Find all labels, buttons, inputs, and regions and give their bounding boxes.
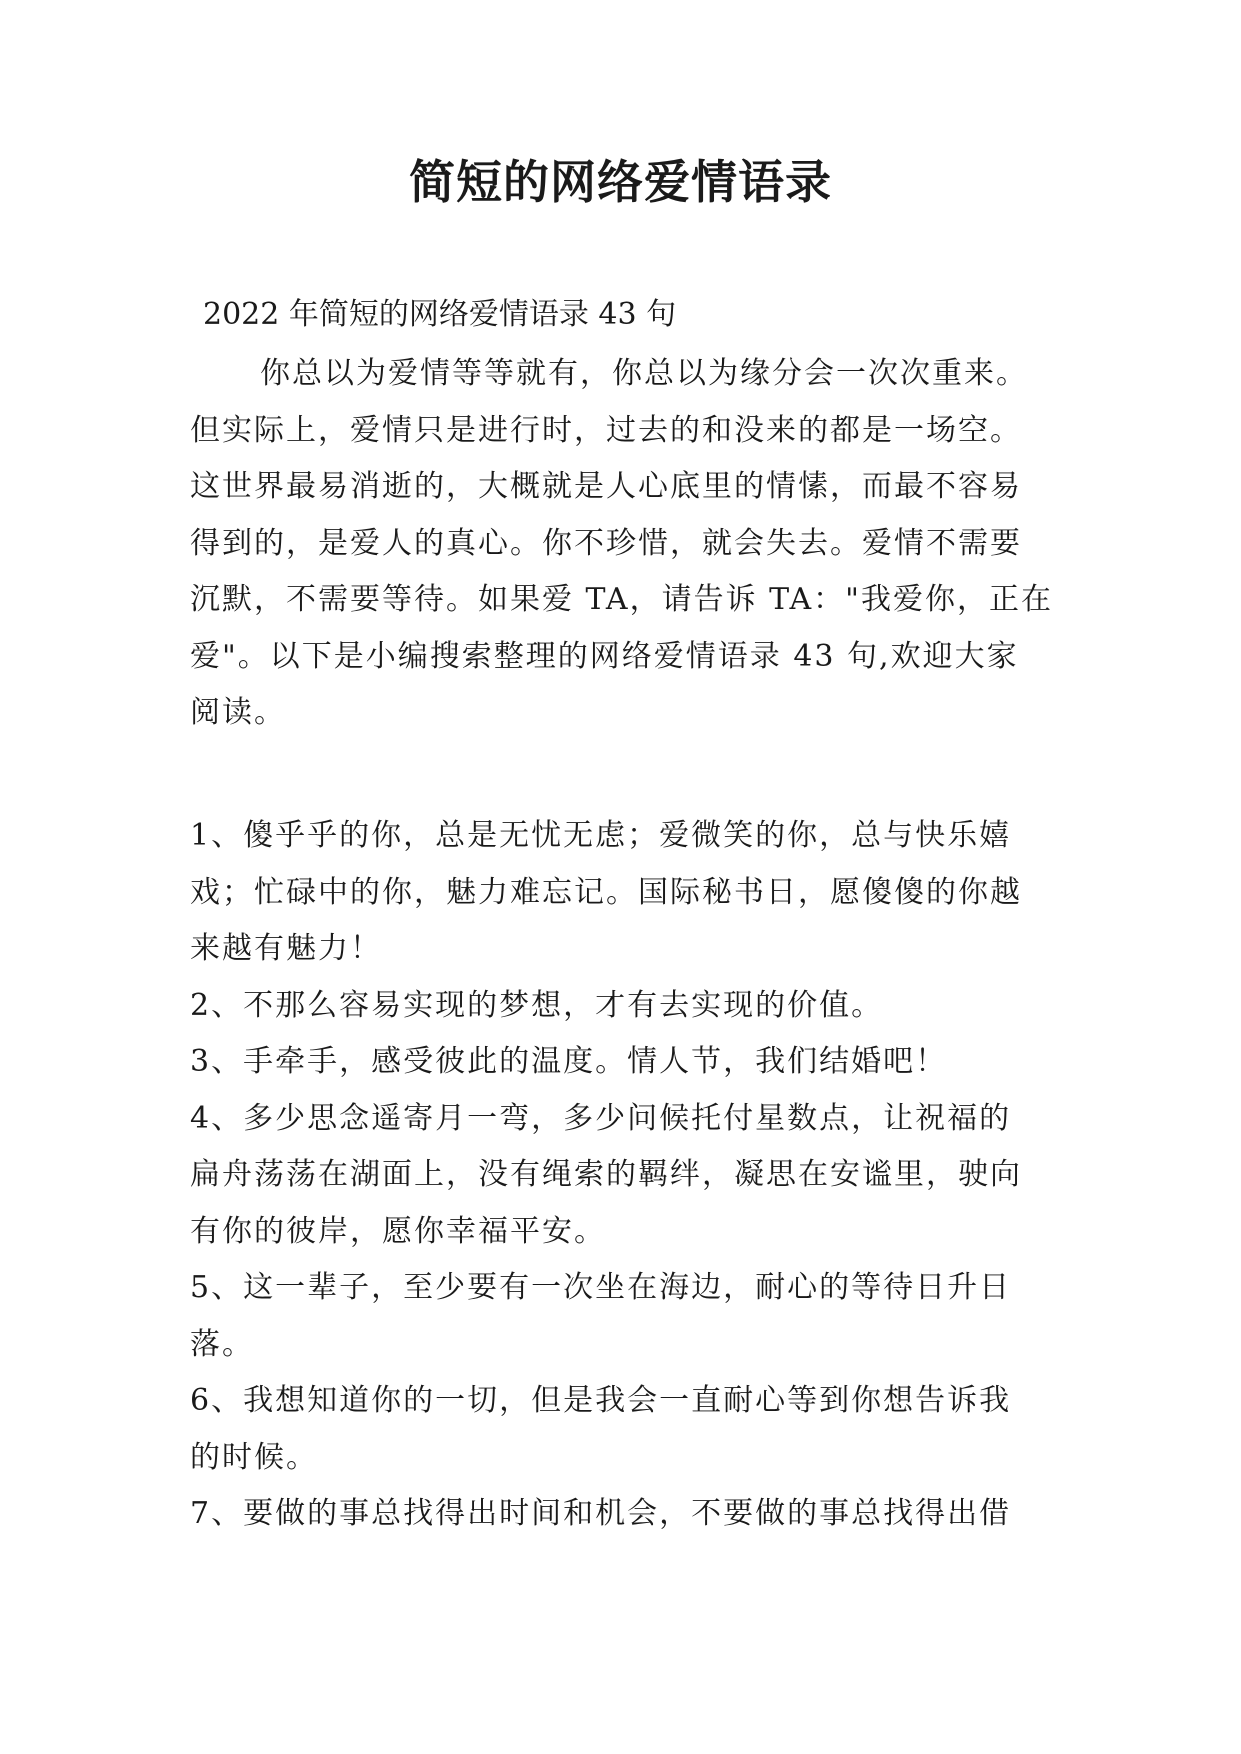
intro-line: 但实际上，爱情只是进行时，过去的和没来的都是一场空。 [190, 412, 1022, 448]
quote-line: 2、不那么容易实现的梦想，才有去实现的价值。 [190, 987, 884, 1023]
quote-line: 7、要做的事总找得出时间和机会，不要做的事总找得出借 [190, 1496, 1012, 1531]
intro-paragraph [190, 346, 1070, 742]
quote-line: 戏；忙碌中的你，魅力难忘记。国际秘书日，愿傻傻的你越 [190, 874, 1022, 910]
intro-line: 阅读。 [190, 695, 286, 730]
quote-line: 落。 [190, 1326, 254, 1362]
quote-line: 3、手牵手，感受彼此的温度。情人节，我们结婚吧！ [190, 1044, 948, 1079]
document-subtitle: 2022 年简短的网络爱情语录 43 句 [203, 297, 677, 332]
intro-line: 你总以为爱情等等就有，你总以为缘分会一次次重来。 [260, 356, 1028, 391]
intro-line: 得到的，是爱人的真心。你不珍惜，就会失去。爱情不需要 [190, 525, 1022, 561]
quote-line: 有你的彼岸，愿你幸福平安。 [190, 1213, 606, 1249]
quote-list [190, 808, 1070, 1543]
intro-line: 这世界最易消逝的，大概就是人心底里的情愫，而最不容易 [190, 469, 1022, 504]
intro-line: 爱"。以下是小编搜索整理的网络爱情语录 43 句,欢迎大家 [190, 638, 1019, 674]
document-title: 简短的网络爱情语录 [409, 155, 832, 209]
quote-line: 来越有魅力！ [190, 931, 382, 966]
quote-line: 1、傻乎乎的你，总是无忧无虑；爱微笑的你，总与快乐嬉 [190, 818, 1012, 853]
quote-line: 扁舟荡荡在湖面上，没有绳索的羁绊，凝思在安谧里，驶向 [190, 1157, 1022, 1192]
quote-line: 6、我想知道你的一切，但是我会一直耐心等到你想告诉我 [190, 1383, 1012, 1418]
quote-line: 4、多少思念遥寄月一弯，多少问候托付星数点，让祝福的 [190, 1100, 1012, 1136]
intro-line: 沉默，不需要等待。如果爱 TA，请告诉 TA："我爱你，正在 [190, 582, 1053, 617]
quote-line: 的时候。 [190, 1439, 318, 1475]
quote-line: 5、这一辈子，至少要有一次坐在海边，耐心的等待日升日 [190, 1270, 1012, 1305]
